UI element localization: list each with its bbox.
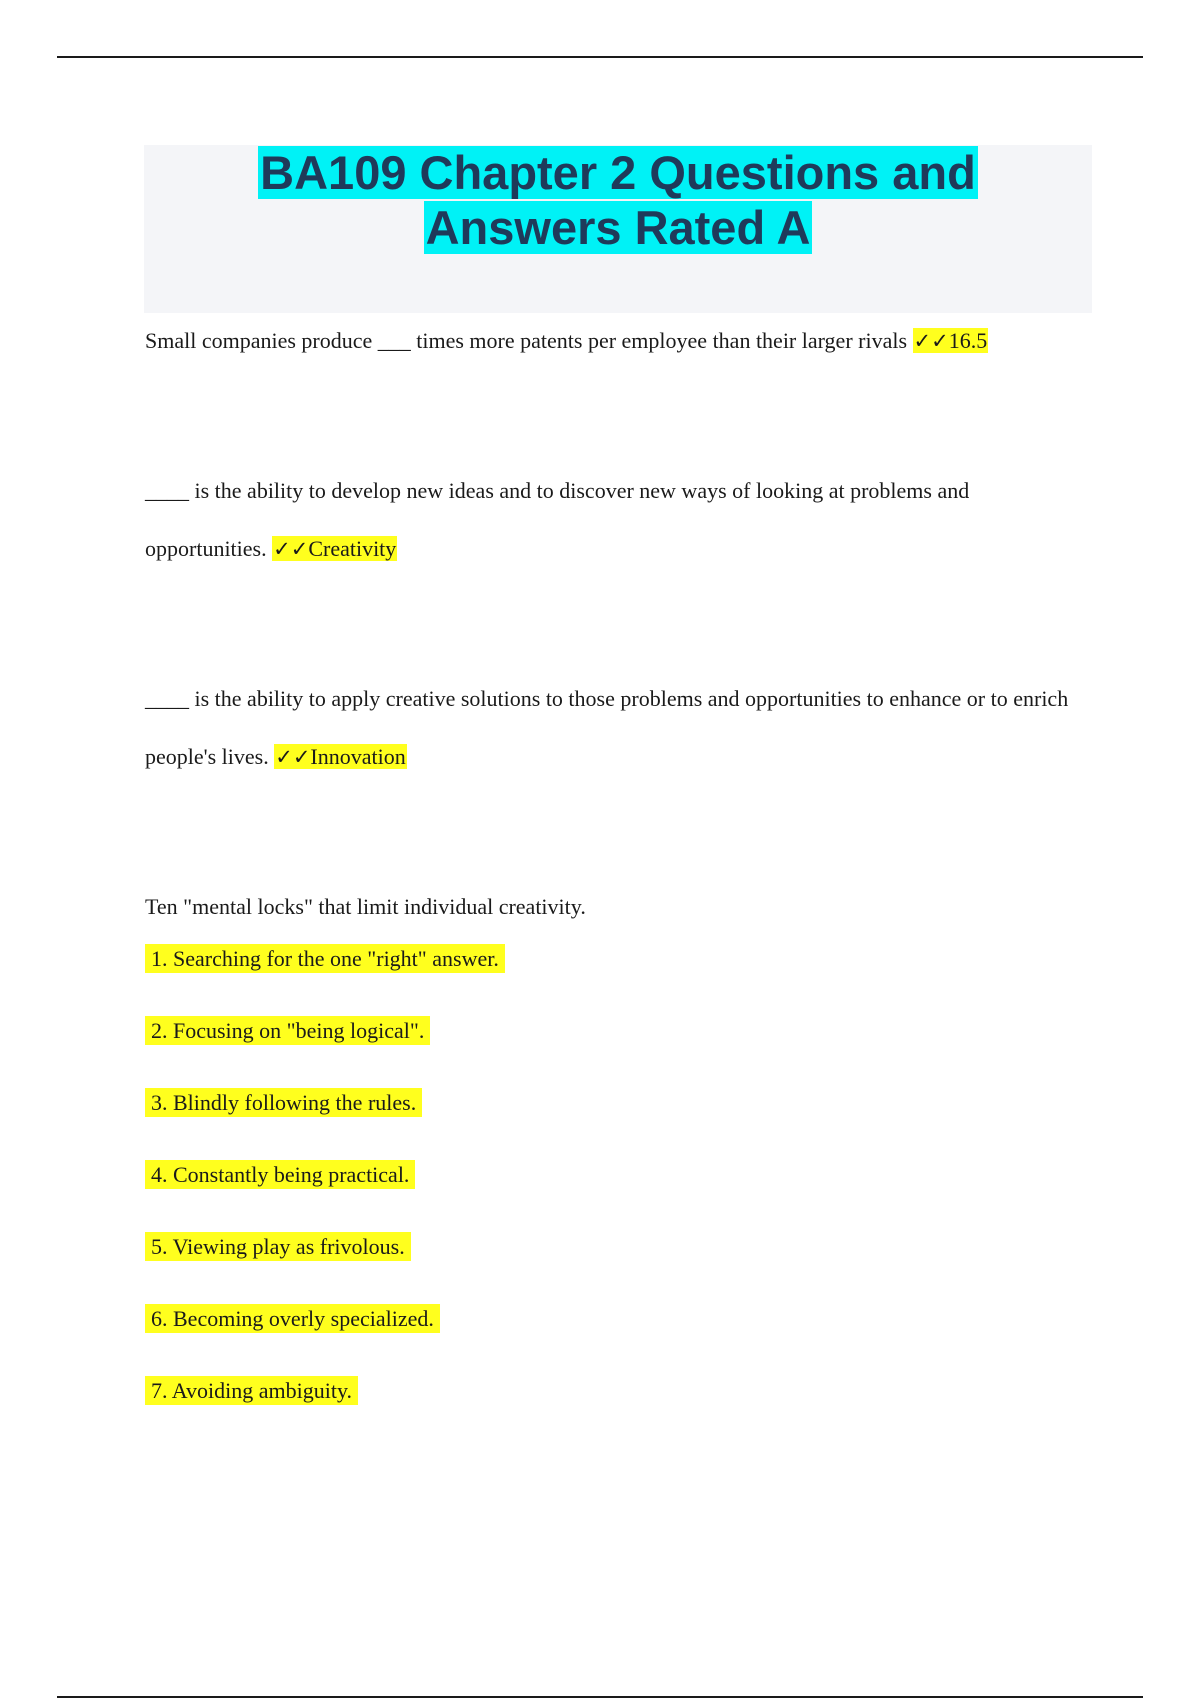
mental-lock-text: 3. Blindly following the rules. (145, 1088, 422, 1117)
top-rule (57, 56, 1143, 58)
mental-locks-list (145, 944, 1075, 1448)
double-check-icon: ✓✓ (275, 745, 311, 769)
answer-highlight (274, 744, 407, 769)
question-item (145, 312, 1075, 370)
mental-lock-text: 5. Viewing play as frivolous. (145, 1232, 411, 1261)
mental-lock-text: 4. Constantly being practical. (145, 1160, 415, 1189)
question-text: ____ is the ability to develop new ideas and to discover new ways of looking at problems and opportunities. (145, 478, 970, 561)
title-banner (144, 145, 1092, 313)
list-item (145, 1088, 1075, 1160)
answer-text: Creativity (308, 536, 397, 561)
mental-lock-text: 7. Avoiding ambiguity. (145, 1376, 358, 1405)
mental-lock-text: 6. Becoming overly specialized. (145, 1304, 440, 1333)
question-item (145, 462, 1075, 578)
answer-highlight (913, 328, 989, 353)
list-item (145, 1304, 1075, 1376)
mental-locks-intro: Ten "mental locks" that limit individual creativity. (145, 894, 586, 919)
question-text: ____ is the ability to apply creative solutions to those problems and opportunities to enhance or to enrich people's lives. (145, 686, 1069, 769)
double-check-icon: ✓✓ (913, 329, 949, 353)
title-line-2: Answers Rated A (425, 201, 811, 254)
question-item (145, 670, 1075, 786)
answer-text: Innovation (310, 744, 406, 769)
document-title (144, 145, 1092, 255)
answer-highlight (272, 536, 397, 561)
bottom-rule (57, 1696, 1143, 1698)
document-body (145, 312, 1075, 1448)
mental-lock-text: 2. Focusing on "being logical". (145, 1016, 430, 1045)
list-item (145, 1016, 1075, 1088)
title-line-1: BA109 Chapter 2 Questions and (260, 146, 976, 199)
double-check-icon: ✓✓ (273, 537, 309, 561)
list-item (145, 1232, 1075, 1304)
list-item (145, 1160, 1075, 1232)
list-item (145, 1376, 1075, 1448)
answer-text: 16.5 (948, 328, 988, 353)
question-text: Small companies produce ___ times more patents per employee than their larger rivals (145, 328, 908, 353)
mental-lock-text: 1. Searching for the one "right" answer. (145, 944, 505, 973)
list-item (145, 944, 1075, 1016)
